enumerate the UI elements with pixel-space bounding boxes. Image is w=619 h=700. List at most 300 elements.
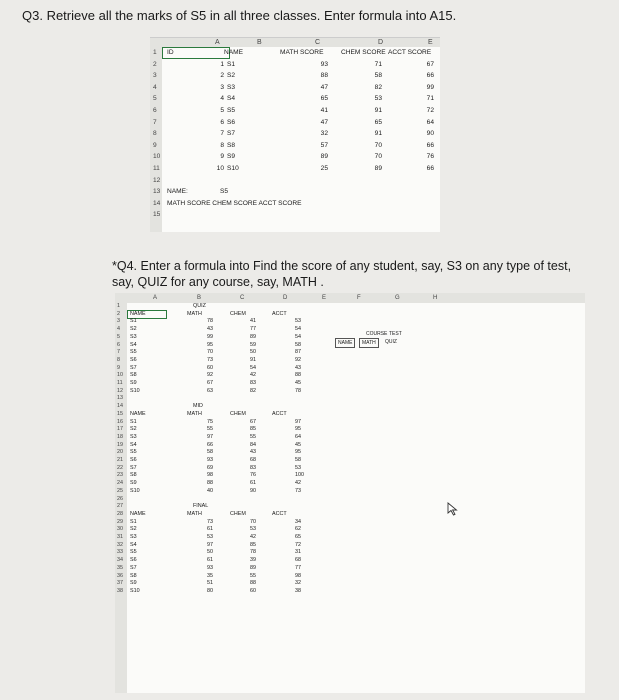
column-letter[interactable]: D xyxy=(283,295,288,301)
cell-chem[interactable]: 39 xyxy=(250,557,256,564)
column-letter[interactable]: A xyxy=(215,39,220,46)
cell-chem[interactable]: 82 xyxy=(374,83,382,91)
header-name: NAME xyxy=(224,49,244,56)
cell-math[interactable]: 53 xyxy=(207,534,213,540)
cell-acct[interactable]: 73 xyxy=(295,487,301,494)
cell-acct[interactable]: 43 xyxy=(295,364,301,371)
row-number[interactable]: 22 xyxy=(117,464,123,471)
cell-math[interactable]: 41 xyxy=(320,107,328,114)
row-number[interactable]: 3 xyxy=(117,318,120,325)
cell-acct[interactable]: 42 xyxy=(295,480,301,487)
cell-chem[interactable]: 54 xyxy=(250,364,256,371)
cell-acct[interactable]: 87 xyxy=(295,349,301,356)
cell-chem[interactable]: 78 xyxy=(250,549,256,556)
sheet-row xyxy=(115,326,585,334)
cell-math[interactable]: 65 xyxy=(320,95,328,103)
cell-math[interactable]: 35 xyxy=(207,572,213,579)
cell-name[interactable]: S9 xyxy=(227,153,236,161)
cell-math[interactable]: 88 xyxy=(320,72,328,80)
cell-math[interactable]: 89 xyxy=(320,153,328,161)
cell-chem[interactable]: 71 xyxy=(374,60,382,68)
cell-id[interactable]: 3 xyxy=(220,83,224,91)
sheet-row xyxy=(115,318,585,326)
cell-name[interactable]: S3 xyxy=(130,433,137,440)
column-letter[interactable]: A xyxy=(153,295,158,301)
cell-math[interactable]: 75 xyxy=(207,418,213,425)
cell-name[interactable]: S1 xyxy=(130,518,137,525)
sheet-row xyxy=(115,311,585,319)
sheet-row xyxy=(115,534,585,542)
course-value-cell[interactable]: MATH xyxy=(359,338,379,348)
cell-math[interactable]: 47 xyxy=(320,118,328,126)
cell-acct[interactable]: 77 xyxy=(295,564,301,571)
cell-id[interactable]: 1 xyxy=(220,60,224,68)
cell-math[interactable]: 73 xyxy=(207,356,213,363)
cell-chem[interactable]: 55 xyxy=(250,433,256,440)
cell-math[interactable]: 67 xyxy=(207,380,213,386)
cell-chem[interactable]: 65 xyxy=(374,118,382,126)
column-letter[interactable]: G xyxy=(395,295,400,301)
sheet-row xyxy=(115,303,585,311)
row-number[interactable]: 19 xyxy=(117,441,123,448)
row-number[interactable]: 30 xyxy=(117,526,123,533)
cell-name[interactable]: S1 xyxy=(227,60,236,68)
row-number[interactable]: 16 xyxy=(117,418,123,425)
cell-acct[interactable]: 64 xyxy=(295,433,301,440)
row-number[interactable]: 2 xyxy=(153,60,157,68)
cell-chem[interactable]: 89 xyxy=(374,165,382,172)
row-number[interactable]: 12 xyxy=(153,176,161,184)
cell-acct[interactable]: 68 xyxy=(295,557,301,564)
row-number[interactable]: 24 xyxy=(117,480,123,487)
cell-math[interactable]: 61 xyxy=(207,526,213,533)
cell-acct[interactable]: 95 xyxy=(295,449,301,456)
cell-math[interactable]: 47 xyxy=(320,83,328,91)
sheet-row xyxy=(115,511,585,519)
cell-math[interactable]: 70 xyxy=(207,349,213,356)
cell-math[interactable]: 63 xyxy=(207,387,213,394)
cell-math[interactable]: 43 xyxy=(207,326,213,333)
column-letter[interactable]: B xyxy=(257,39,262,46)
cell-acct[interactable]: 45 xyxy=(295,380,301,386)
cell-acct[interactable]: 54 xyxy=(295,333,301,340)
sheet-row xyxy=(150,209,440,221)
cell-chem[interactable]: 77 xyxy=(250,326,256,333)
sheet-row xyxy=(150,198,440,210)
cell-name[interactable]: S5 xyxy=(130,449,137,456)
row-number[interactable]: 1 xyxy=(153,49,157,56)
row-number[interactable]: 25 xyxy=(117,487,123,494)
sheet-row xyxy=(150,47,440,59)
cell-name[interactable]: S1 xyxy=(130,418,137,425)
cell-name[interactable]: S2 xyxy=(227,72,236,80)
row-number[interactable]: 9 xyxy=(117,364,120,371)
sheet-row xyxy=(115,457,585,465)
sheet-row xyxy=(150,175,440,187)
spreadsheet-2 xyxy=(115,293,585,693)
name-label-cell[interactable]: NAME xyxy=(335,338,355,348)
cell-acct[interactable]: 58 xyxy=(295,341,301,348)
cell-chem[interactable]: 89 xyxy=(250,333,256,340)
cell-chem[interactable]: 42 xyxy=(250,372,256,379)
cell-chem[interactable]: 42 xyxy=(250,534,256,540)
cell-acct[interactable]: 32 xyxy=(295,580,301,587)
cell-name[interactable]: S4 xyxy=(227,95,236,103)
cell-acct[interactable]: 90 xyxy=(426,130,434,138)
cell-math[interactable]: 55 xyxy=(207,426,213,433)
name-value[interactable]: S5 xyxy=(220,188,229,196)
cell-chem[interactable]: 85 xyxy=(250,426,256,433)
block-title: FINAL xyxy=(193,503,209,510)
cell-acct[interactable]: 66 xyxy=(426,165,434,172)
row-number[interactable]: 7 xyxy=(117,349,120,356)
cell-chem[interactable]: 68 xyxy=(250,457,256,463)
cell-name[interactable]: S5 xyxy=(130,349,137,356)
question-4: *Q4. Enter a formula into Find the score of any student, say, S3 on any type of test, say, QUIZ for any course, say, MATH . xyxy=(112,259,572,289)
row-number[interactable]: 14 xyxy=(117,403,123,410)
cell-math[interactable]: 50 xyxy=(207,549,213,556)
cell-id[interactable]: 6 xyxy=(220,118,224,126)
cell-name[interactable]: S8 xyxy=(130,572,137,579)
cell-math[interactable]: 97 xyxy=(207,433,213,440)
sheet-row xyxy=(150,70,440,82)
cell-math[interactable]: 97 xyxy=(207,541,213,548)
row-number[interactable]: 8 xyxy=(153,130,157,138)
row-number[interactable]: 10 xyxy=(117,372,123,379)
cell-name[interactable]: S3 xyxy=(130,333,137,340)
cell-chem[interactable]: 85 xyxy=(250,541,256,548)
name-label: NAME: xyxy=(167,188,188,196)
row-number[interactable]: 32 xyxy=(117,541,123,548)
cell-chem[interactable]: 91 xyxy=(374,107,382,114)
cell-math[interactable]: 93 xyxy=(207,564,213,571)
sheet-row xyxy=(150,93,440,105)
row-number[interactable]: 2 xyxy=(117,310,120,317)
row-number[interactable]: 11 xyxy=(153,165,160,172)
row-number[interactable]: 26 xyxy=(117,495,123,502)
cell-name[interactable]: S5 xyxy=(227,107,236,114)
cell-name[interactable]: S7 xyxy=(130,564,137,571)
cell-id[interactable]: 8 xyxy=(220,141,224,149)
cell-name[interactable]: S6 xyxy=(227,118,236,126)
row-number[interactable]: 6 xyxy=(153,107,157,114)
cell-name[interactable]: S7 xyxy=(227,130,236,138)
cell-chem[interactable]: 60 xyxy=(250,587,256,594)
row-number[interactable]: 18 xyxy=(117,433,123,440)
sheet-row xyxy=(150,140,440,152)
cell-chem[interactable]: 55 xyxy=(250,572,256,579)
cell-chem[interactable]: 61 xyxy=(250,480,256,487)
cell-chem[interactable]: 76 xyxy=(250,472,256,479)
cell-name[interactable]: S5 xyxy=(130,549,137,556)
row-number[interactable]: 23 xyxy=(117,472,123,479)
cell-chem[interactable]: 67 xyxy=(250,418,256,425)
cell-acct[interactable]: 66 xyxy=(426,72,434,80)
row-number[interactable]: 38 xyxy=(117,587,123,594)
header-acct-score: ACCT SCORE xyxy=(388,49,432,56)
cell-chem[interactable]: 70 xyxy=(250,518,256,525)
cell-chem[interactable]: 41 xyxy=(250,318,256,325)
cell-acct[interactable]: 97 xyxy=(295,418,301,425)
row-number[interactable]: 3 xyxy=(153,72,157,80)
cell-acct[interactable]: 76 xyxy=(426,153,434,161)
cell-acct[interactable]: 53 xyxy=(295,464,301,471)
cell-name[interactable]: S7 xyxy=(130,364,137,371)
sheet-row xyxy=(115,526,585,534)
cell-chem[interactable]: 84 xyxy=(250,441,256,448)
cell-acct[interactable]: 92 xyxy=(295,356,301,363)
column-letter[interactable]: H xyxy=(433,295,438,301)
cell-name[interactable]: S4 xyxy=(130,441,137,448)
row-number[interactable]: 37 xyxy=(117,580,123,587)
row-number[interactable]: 17 xyxy=(117,426,123,433)
cell-math[interactable]: 57 xyxy=(320,141,328,149)
mouse-pointer-icon xyxy=(447,502,459,516)
cell-name[interactable]: S4 xyxy=(130,341,137,348)
row-number[interactable]: 5 xyxy=(153,95,157,103)
cell-acct[interactable]: 38 xyxy=(295,587,301,594)
row-number[interactable]: 21 xyxy=(117,457,123,463)
cell-acct[interactable]: 72 xyxy=(426,107,434,114)
cell-math[interactable]: 51 xyxy=(207,580,213,587)
cell-name[interactable]: S1 xyxy=(130,318,137,325)
header-name: NAME xyxy=(130,410,146,417)
cell-chem[interactable]: 88 xyxy=(250,580,256,587)
row-number[interactable]: 33 xyxy=(117,549,123,556)
cell-id[interactable]: 7 xyxy=(220,130,224,138)
sheet-row xyxy=(150,151,440,163)
sheet-row xyxy=(115,388,585,396)
row-number[interactable]: 34 xyxy=(117,557,123,564)
cell-math[interactable]: 88 xyxy=(207,480,213,487)
spreadsheet-1 xyxy=(150,37,440,232)
cell-chem[interactable]: 70 xyxy=(374,153,382,161)
cell-chem[interactable]: 89 xyxy=(250,564,256,571)
cell-chem[interactable]: 90 xyxy=(250,487,256,494)
cell-acct[interactable]: 62 xyxy=(295,526,301,533)
sheet-row xyxy=(115,519,585,527)
sheet-row xyxy=(115,449,585,457)
cell-name[interactable]: S10 xyxy=(227,165,239,172)
header-math: MATH xyxy=(187,310,202,317)
column-letter[interactable]: C xyxy=(240,295,245,301)
cell-name[interactable]: S2 xyxy=(130,426,137,433)
cell-math[interactable]: 58 xyxy=(207,449,213,456)
header-name: NAME xyxy=(130,510,146,517)
sheet-row xyxy=(115,442,585,450)
cell-id[interactable]: 5 xyxy=(220,107,224,114)
cell-chem[interactable]: 83 xyxy=(250,380,256,386)
row-number[interactable]: 4 xyxy=(117,326,120,333)
cell-name[interactable]: S2 xyxy=(130,326,137,333)
row-number[interactable]: 35 xyxy=(117,564,123,571)
test-value-cell[interactable]: QUIZ xyxy=(385,339,397,345)
cell-chem[interactable]: 91 xyxy=(374,130,382,138)
cell-acct[interactable]: 53 xyxy=(295,318,301,325)
cell-name[interactable]: S2 xyxy=(130,526,137,533)
sheet-row xyxy=(115,580,585,588)
cell-chem[interactable]: 70 xyxy=(374,141,382,149)
cell-math[interactable]: 80 xyxy=(207,587,213,594)
row-number[interactable]: 5 xyxy=(117,333,120,340)
sheet-row xyxy=(115,480,585,488)
block-title: QUIZ xyxy=(193,303,206,309)
sheet-row xyxy=(115,503,585,511)
row-number[interactable]: 6 xyxy=(117,341,120,348)
cell-math[interactable]: 60 xyxy=(207,364,213,371)
test-label-cell: TEST xyxy=(389,331,402,337)
row-number[interactable]: 8 xyxy=(117,356,120,363)
cell-chem[interactable]: 53 xyxy=(250,526,256,533)
cell-name[interactable]: S8 xyxy=(130,372,137,379)
row-number[interactable]: 9 xyxy=(153,141,157,149)
cell-name[interactable]: S9 xyxy=(130,580,137,587)
cell-id[interactable]: 9 xyxy=(220,153,224,161)
cell-name[interactable]: S8 xyxy=(130,472,137,479)
cell-acct[interactable]: 99 xyxy=(426,83,434,91)
cell-chem[interactable]: 58 xyxy=(374,72,382,80)
cell-math[interactable]: 98 xyxy=(207,472,213,479)
cell-acct[interactable]: 54 xyxy=(295,326,301,333)
cell-acct[interactable]: 65 xyxy=(295,534,301,540)
sheet-row xyxy=(150,59,440,71)
row-number[interactable]: 13 xyxy=(117,395,123,402)
sheet-row xyxy=(115,365,585,373)
cell-name[interactable]: S10 xyxy=(130,587,140,594)
row-number[interactable]: 12 xyxy=(117,387,123,394)
cell-math[interactable]: 93 xyxy=(320,60,328,68)
row-number[interactable]: 13 xyxy=(153,188,161,196)
cell-math[interactable]: 99 xyxy=(207,333,213,340)
sheet-row xyxy=(115,357,585,365)
cell-chem[interactable]: 53 xyxy=(374,95,382,103)
sheet-row xyxy=(115,426,585,434)
cell-math[interactable]: 73 xyxy=(207,518,213,525)
sheet-row xyxy=(115,573,585,581)
cell-id[interactable]: 4 xyxy=(220,95,224,103)
cell-math[interactable]: 95 xyxy=(207,341,213,348)
cell-chem[interactable]: 82 xyxy=(250,387,256,394)
row-number[interactable]: 7 xyxy=(153,118,157,126)
cell-name[interactable]: S10 xyxy=(130,487,140,494)
column-letter[interactable]: B xyxy=(197,295,202,301)
cell-acct[interactable]: 88 xyxy=(295,372,301,379)
cell-name[interactable]: S3 xyxy=(227,83,236,91)
column-letter[interactable]: C xyxy=(315,39,321,46)
column-letter[interactable]: F xyxy=(357,295,361,301)
row-number[interactable]: 14 xyxy=(153,199,161,207)
sheet-row xyxy=(115,380,585,388)
row-number[interactable]: 15 xyxy=(153,211,161,219)
cell-acct[interactable]: 100 xyxy=(295,472,304,479)
cell-math[interactable]: 66 xyxy=(207,441,213,448)
row-number[interactable]: 1 xyxy=(117,303,120,309)
cell-chem[interactable]: 91 xyxy=(250,356,256,363)
cell-name[interactable]: S6 xyxy=(130,457,137,463)
row-number[interactable]: 31 xyxy=(117,534,123,540)
sheet-row xyxy=(115,349,585,357)
cell-name[interactable]: S6 xyxy=(130,557,137,564)
cell-acct[interactable]: 45 xyxy=(295,441,301,448)
cell-acct[interactable]: 78 xyxy=(295,387,301,394)
cell-name[interactable]: S6 xyxy=(130,356,137,363)
cell-name[interactable]: S9 xyxy=(130,480,137,487)
cell-acct[interactable]: 31 xyxy=(295,549,301,556)
row-number[interactable]: 28 xyxy=(117,510,123,517)
column-letter[interactable]: D xyxy=(378,39,384,46)
cell-math[interactable]: 25 xyxy=(320,165,328,172)
score-headers: MATH SCORE CHEM SCORE ACCT SCORE xyxy=(167,199,302,207)
row-number[interactable]: 36 xyxy=(117,572,123,579)
sheet-row xyxy=(115,557,585,565)
row-number[interactable]: 11 xyxy=(117,380,123,386)
cell-chem[interactable]: 50 xyxy=(250,349,256,356)
cell-name[interactable]: S10 xyxy=(130,387,140,394)
sheet-row xyxy=(150,105,440,117)
block-title: MID xyxy=(193,403,203,410)
cell-chem[interactable]: 83 xyxy=(250,464,256,471)
cell-acct[interactable]: 34 xyxy=(295,518,301,525)
question-3: Q3. Retrieve all the marks of S5 in all three classes. Enter formula into A15. xyxy=(22,8,457,23)
cell-acct[interactable]: 72 xyxy=(295,541,301,548)
row-number[interactable]: 10 xyxy=(153,153,161,161)
cell-math[interactable]: 69 xyxy=(207,464,213,471)
cell-math[interactable]: 61 xyxy=(207,557,213,564)
cell-chem[interactable]: 43 xyxy=(250,449,256,456)
cell-name[interactable]: S3 xyxy=(130,534,137,540)
row-number[interactable]: 29 xyxy=(117,518,123,525)
cell-name[interactable]: S7 xyxy=(130,464,137,471)
column-header-bar xyxy=(150,38,440,47)
cell-math[interactable]: 78 xyxy=(207,318,213,325)
cell-acct[interactable]: 95 xyxy=(295,426,301,433)
sheet-row xyxy=(115,419,585,427)
cell-id[interactable]: 10 xyxy=(216,165,224,172)
sheet-row xyxy=(115,472,585,480)
cell-acct[interactable]: 64 xyxy=(426,118,434,126)
cell-acct[interactable]: 98 xyxy=(295,572,301,579)
cell-name[interactable]: S8 xyxy=(227,141,236,149)
header-chem-score: CHEM SCORE xyxy=(341,49,386,56)
column-letter[interactable]: E xyxy=(322,295,327,301)
header-acct: ACCT xyxy=(272,510,287,517)
sheet-row xyxy=(150,117,440,129)
row-number[interactable]: 20 xyxy=(117,449,123,456)
cell-acct[interactable]: 67 xyxy=(426,60,434,68)
cell-name[interactable]: S9 xyxy=(130,380,137,386)
sheet-row xyxy=(115,549,585,557)
cell-math[interactable]: 93 xyxy=(207,457,213,463)
cell-id[interactable]: 2 xyxy=(220,72,224,80)
row-number[interactable]: 4 xyxy=(153,83,157,91)
cell-math[interactable]: 40 xyxy=(207,487,213,494)
column-header-bar xyxy=(115,293,585,303)
cell-math[interactable]: 32 xyxy=(320,130,328,138)
row-number[interactable]: 27 xyxy=(117,503,123,510)
cell-acct[interactable]: 58 xyxy=(295,457,301,463)
cell-acct[interactable]: 71 xyxy=(426,95,434,103)
cell-chem[interactable]: 59 xyxy=(250,341,256,348)
cell-acct[interactable]: 66 xyxy=(426,141,434,149)
header-chem: CHEM xyxy=(230,510,246,517)
cell-math[interactable]: 92 xyxy=(207,372,213,379)
cell-name[interactable]: S4 xyxy=(130,541,137,548)
column-letter[interactable]: E xyxy=(428,39,433,46)
sheet-row xyxy=(115,542,585,550)
row-number[interactable]: 15 xyxy=(117,410,123,417)
sheet-row xyxy=(150,128,440,140)
header-acct: ACCT xyxy=(272,310,287,317)
